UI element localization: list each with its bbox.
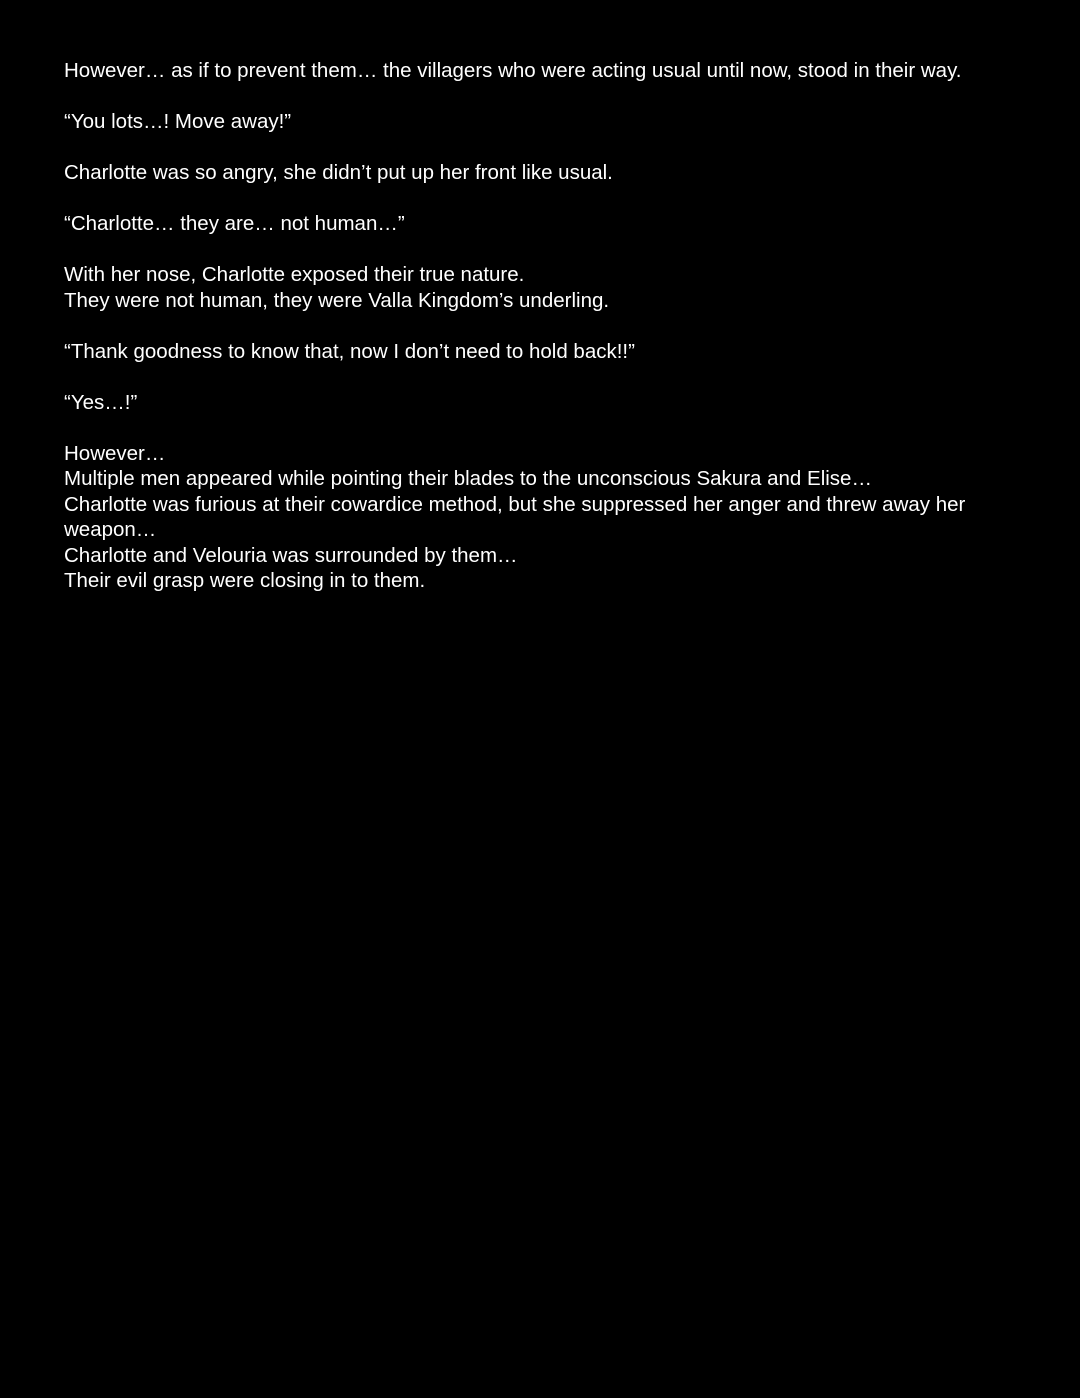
text-line: However…: [64, 441, 166, 465]
paragraph-dialogue-move-away: [64, 109, 1014, 135]
text-line: With her nose, Charlotte exposed their true nature.: [64, 263, 525, 286]
paragraph-surrounded: [64, 441, 1014, 594]
paragraph-dialogue-hold-back: [64, 339, 1014, 365]
text-line: Charlotte was so angry, she didn’t put up her front like usual.: [64, 161, 613, 184]
text-line: They were not human, they were Valla Kingdom’s underling.: [64, 288, 610, 312]
paragraph-dialogue-not-human: [64, 211, 1014, 237]
text-line: Charlotte was furious at their cowardice method, but she suppressed her anger and threw away her weapon…: [64, 492, 966, 541]
text-line: “Charlotte… they are… not human…”: [64, 212, 405, 235]
text-line: “Thank goodness to know that, now I don’t need to hold back!!”: [64, 339, 635, 363]
text-line: However… as if to prevent them… the villagers who were acting usual until now, stood in their way.: [64, 59, 962, 82]
text-line: Multiple men appeared while pointing their blades to the unconscious Sakura and Elise…: [64, 467, 872, 490]
paragraph-dialogue-yes: [64, 390, 1014, 416]
paragraph-villagers-block: [64, 58, 1014, 84]
paragraph-charlotte-angry: [64, 160, 1014, 186]
text-line: “You lots…! Move away!”: [64, 110, 292, 133]
paragraph-true-nature: [64, 262, 1014, 313]
text-line: Their evil grasp were closing in to them.: [64, 569, 426, 592]
text-line: Charlotte and Velouria was surrounded by them…: [64, 543, 518, 567]
story-text: [64, 58, 1014, 619]
text-line: “Yes…!”: [64, 390, 138, 414]
